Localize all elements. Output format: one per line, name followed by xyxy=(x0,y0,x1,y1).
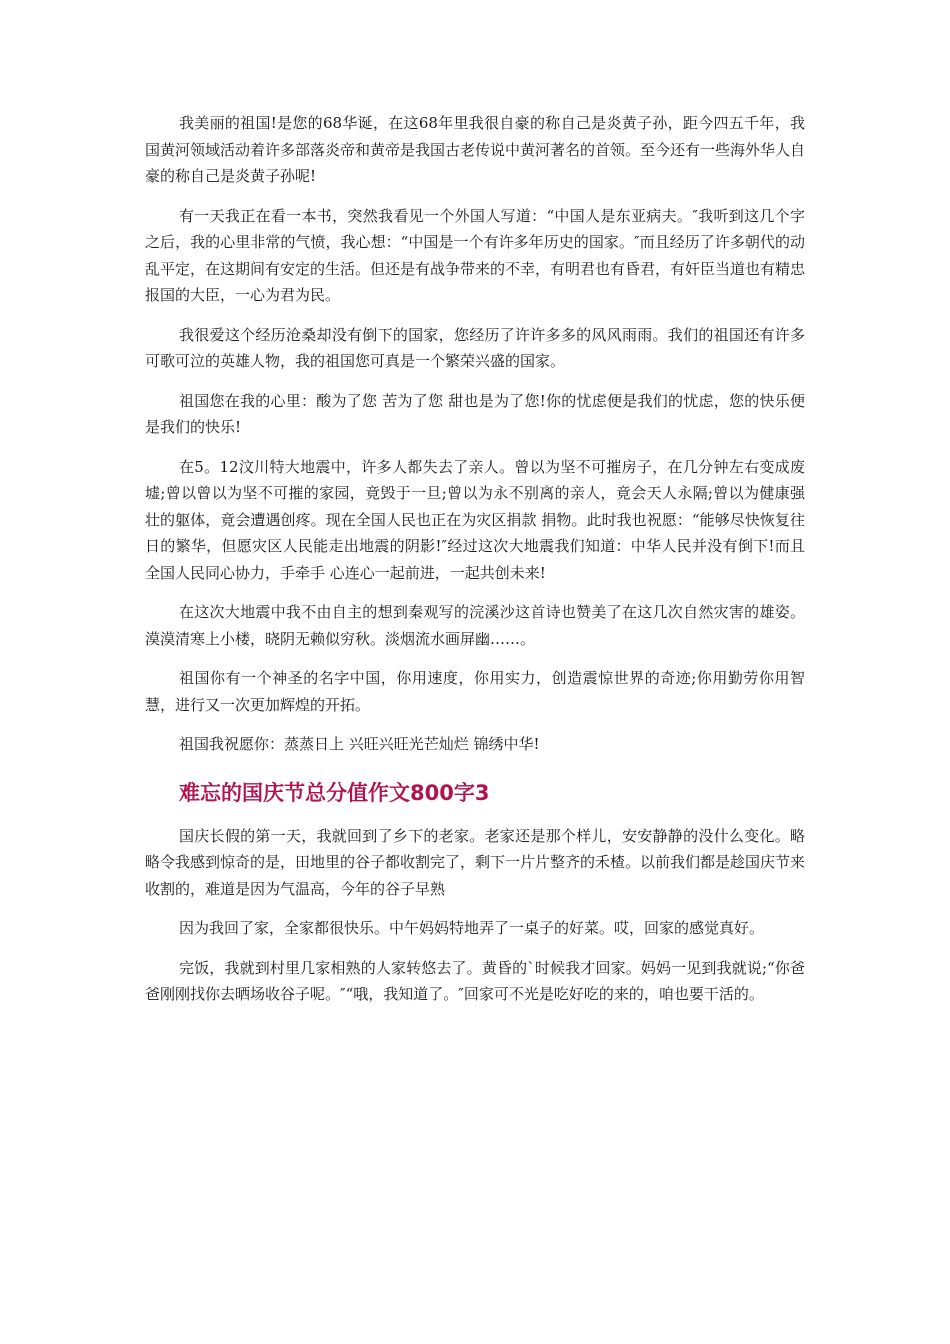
paragraph: 有一天我正在看一本书，突然我看见一个外国人写道：“中国人是东亚病夫。″我听到这几个字之后，我的心里非常的气愤，我心想：“中国是一个有许多年历史的国家。″而且经历了许多朝代的动乱平定，在这期间有安定的生活。但还是有战争带来的不幸，有明君也有昏君，有奸臣当道也有精忠报国的大臣，一心为君为民。 xyxy=(145,206,806,304)
paragraph: 我很爱这个经历沧桑却没有倒下的国家，您经历了许许多多的风风雨雨。我们的祖国还有许多可歌可泣的英雄人物，我的祖国您可真是一个繁荣兴盛的国家。 xyxy=(145,325,805,370)
paragraph: 祖国你有一个神圣的名字中国，你用速度，你用实力，创造震惊世界的奇迹;你用勤劳你用智慧，进行又一次更加辉煌的开拓。 xyxy=(145,669,805,714)
paragraph: 在这次大地震中我不由自主的想到秦观写的浣溪沙这首诗也赞美了在这几次自然灾害的雄姿。漠漠清寒上小楼，晓阴无赖似穷秋。淡烟流水画屏幽……。 xyxy=(145,603,805,648)
section-heading: 难忘的国庆节总分值作文800字3 xyxy=(179,780,490,805)
document-body xyxy=(145,110,805,1021)
paragraph: 祖国我祝愿你：蒸蒸日上 兴旺兴旺光芒灿烂 锦绣中华! xyxy=(179,735,540,753)
paragraph: 因为我回了家，全家都很快乐。中午妈妈特地弄了一桌子的好菜。哎，回家的感觉真好。 xyxy=(179,919,765,937)
paragraph: 国庆长假的第一天，我就回到了乡下的老家。老家还是那个样儿，安安静静的没什么变化。略略令我感到惊奇的是，田地里的谷子都收割完了，剩下一片片整齐的禾楂。以前我们都是趁国庆节来收割的，难道是因为气温高，今年的谷子早熟 xyxy=(145,826,806,898)
paragraph: 在5。12汶川特大地震中，许多人都失去了亲人。曾以为坚不可摧房子，在几分钟左右变成废墟;曾以曾以为坚不可摧的家园，竟毁于一旦;曾以为永不别离的亲人，竟会天人永隔;曾以为健康强壮的躯体，竟会遭遇创疼。现在全国人民也正在为灾区捐款 捐物。此时我也祝愿：“能够尽快恢复往日的繁华，但愿灾区人民能走出地震的阴影!″经过这次大地震我们知道：中华人民并没有倒下!而且全国人民同心协力，手牵手 心连心一起前进，一起共创未来! xyxy=(145,457,805,582)
paragraph: 祖国您在我的心里：酸为了您 苦为了您 甜也是为了您!你的忧虑便是我们的忧虑，您的快乐便是我们的快乐! xyxy=(145,391,805,436)
paragraph: 我美丽的祖国!是您的68华诞，在这68年里我很自豪的称自己是炎黄子孙，距今四五千年，我国黄河领域活动着许多部落炎帝和黄帝是我国古老传说中黄河著名的首领。至今还有一些海外华人自豪的称自己是炎黄子孙呢! xyxy=(145,114,806,185)
paragraph: 完饭，我就到村里几家相熟的人家转悠去了。黄昏的`时候我才回家。妈妈一见到我就说;“你爸爸刚刚找你去晒场收谷子呢。″“哦，我知道了。″回家可不光是吃好吃的来的，咱也要干活的。 xyxy=(145,958,805,1003)
